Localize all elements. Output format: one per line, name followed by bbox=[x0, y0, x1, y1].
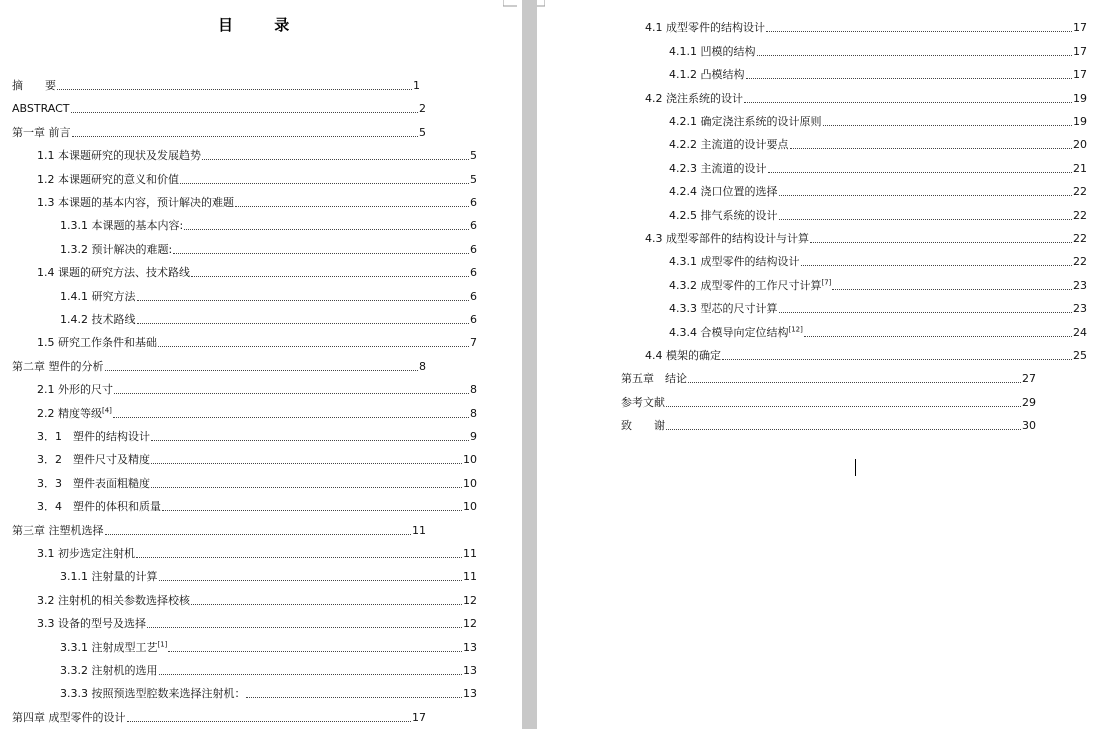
toc-entry[interactable] bbox=[12, 100, 426, 116]
toc-entry[interactable] bbox=[645, 90, 1087, 106]
toc-entry-title bbox=[37, 407, 112, 421]
toc-entry-title bbox=[645, 92, 743, 106]
toc-entry-text: 2.2 精度等级 bbox=[37, 407, 102, 420]
dot-leader bbox=[105, 534, 412, 535]
toc-entry-title bbox=[669, 302, 778, 316]
dot-leader bbox=[202, 159, 469, 160]
dot-leader bbox=[72, 136, 419, 137]
toc-entry[interactable] bbox=[37, 194, 477, 210]
toc-entry-title bbox=[37, 383, 113, 397]
toc-entry-title bbox=[60, 687, 245, 701]
dot-leader bbox=[136, 557, 462, 558]
dot-leader bbox=[766, 31, 1072, 32]
dot-leader bbox=[823, 125, 1073, 126]
toc-entry-text: 4.2.1 确定浇注系统的设计原则 bbox=[669, 115, 822, 128]
toc-entry-text: 1.1 本课题研究的现状及发展趋势 bbox=[37, 149, 201, 162]
page-gutter bbox=[522, 0, 537, 729]
dot-leader bbox=[779, 195, 1073, 196]
toc-entry-text: 4.3.1 成型零件的结构设计 bbox=[669, 255, 800, 268]
toc-entry-title bbox=[645, 21, 765, 35]
toc-entry-title bbox=[12, 711, 126, 725]
toc-page-number: 11 bbox=[463, 547, 477, 560]
toc-entry-title bbox=[12, 79, 56, 93]
text-cursor bbox=[855, 459, 856, 476]
toc-page-number: 19 bbox=[1073, 115, 1087, 128]
toc-entry-text: 第三章 注塑机选择 bbox=[12, 524, 104, 537]
toc-entry[interactable] bbox=[669, 160, 1087, 176]
toc-page-number: 6 bbox=[470, 313, 477, 326]
toc-entry-title bbox=[621, 419, 665, 433]
toc-entry[interactable] bbox=[12, 709, 426, 725]
dot-leader bbox=[180, 183, 469, 184]
toc-entry-text: 4.1.2 凸模结构 bbox=[669, 68, 745, 81]
toc-page-number: 1 bbox=[413, 79, 420, 92]
toc-page-number: 29 bbox=[1022, 396, 1036, 409]
toc-entry[interactable] bbox=[12, 358, 426, 374]
toc-entry[interactable] bbox=[37, 405, 477, 421]
toc-entry-text: 4.2 浇注系统的设计 bbox=[645, 92, 743, 105]
toc-page-number: 23 bbox=[1073, 279, 1087, 292]
toc-entry[interactable] bbox=[669, 183, 1087, 199]
toc-entry-title bbox=[12, 360, 104, 374]
dot-leader bbox=[57, 89, 412, 90]
toc-entry-text: 3．4 塑件的体积和质量 bbox=[37, 500, 161, 513]
dot-leader bbox=[688, 382, 1021, 383]
toc-page-number: 6 bbox=[470, 243, 477, 256]
dot-leader bbox=[790, 148, 1073, 149]
toc-entry-title bbox=[37, 547, 135, 561]
toc-entry-text: 参考文献 bbox=[621, 396, 665, 409]
toc-entry-text: 3.1.1 注射量的计算 bbox=[60, 570, 158, 583]
toc-entry-title bbox=[60, 641, 167, 655]
dot-leader bbox=[779, 219, 1073, 220]
toc-entry-text: 4.2.5 排气系统的设计 bbox=[669, 209, 778, 222]
toc-entry-title bbox=[37, 453, 150, 467]
toc-entry-text: 4.1.1 凹模的结构 bbox=[669, 45, 756, 58]
toc-entry-text: 4.2.3 主流道的设计 bbox=[669, 162, 767, 175]
dot-leader bbox=[804, 336, 1072, 337]
toc-entry-title bbox=[60, 570, 158, 584]
toc-entry[interactable] bbox=[12, 522, 426, 538]
toc-entry[interactable] bbox=[60, 217, 477, 233]
toc-entry[interactable] bbox=[37, 264, 477, 280]
toc-page-number: 8 bbox=[470, 407, 477, 420]
crop-mark-top-right bbox=[503, 0, 517, 8]
toc-entry[interactable] bbox=[645, 19, 1087, 35]
dot-leader bbox=[666, 406, 1021, 407]
toc-entry-text: 3.3.2 注射机的选用 bbox=[60, 664, 158, 677]
dot-leader bbox=[137, 323, 470, 324]
toc-entry-title bbox=[669, 45, 756, 59]
toc-entry[interactable] bbox=[37, 545, 477, 561]
toc-page-number: 17 bbox=[1073, 68, 1087, 81]
toc-entry[interactable] bbox=[37, 171, 477, 187]
toc-page-number: 13 bbox=[463, 687, 477, 700]
toc-entry-title bbox=[60, 664, 158, 678]
dot-leader bbox=[744, 102, 1072, 103]
dot-leader bbox=[666, 429, 1021, 430]
citation-superscript: [7] bbox=[821, 278, 832, 287]
toc-entry-text: ABSTRACT bbox=[12, 102, 70, 115]
toc-entry[interactable] bbox=[60, 568, 477, 584]
toc-entry-title bbox=[60, 243, 172, 257]
dot-leader bbox=[151, 463, 462, 464]
toc-entry[interactable] bbox=[669, 324, 1087, 340]
toc-entry-text: 1.3.2 预计解决的难题: bbox=[60, 243, 173, 256]
dot-leader bbox=[105, 370, 419, 371]
dot-leader bbox=[235, 206, 469, 207]
toc-entry-title bbox=[37, 430, 150, 444]
toc-entry-title bbox=[645, 232, 809, 246]
toc-entry-title bbox=[37, 266, 190, 280]
toc-page-number: 10 bbox=[463, 500, 477, 513]
toc-entry-text: 3．3 塑件表面粗糙度 bbox=[37, 477, 150, 490]
toc-page-number: 21 bbox=[1073, 162, 1087, 175]
toc-page-number: 12 bbox=[463, 617, 477, 630]
toc-entry-title bbox=[37, 173, 179, 187]
toc-page-number: 13 bbox=[463, 641, 477, 654]
citation-superscript: [12] bbox=[788, 325, 803, 334]
toc-entry-title bbox=[12, 126, 71, 140]
toc-page-number: 22 bbox=[1073, 209, 1087, 222]
toc-entry-text: 1.4.1 研究方法 bbox=[60, 290, 136, 303]
dot-leader bbox=[191, 604, 462, 605]
toc-entry-text: 3.1 初步选定注射机 bbox=[37, 547, 135, 560]
toc-entry[interactable] bbox=[60, 662, 477, 678]
toc-entry-text: 1.4 课题的研究方法、技术路线 bbox=[37, 266, 190, 279]
toc-entry[interactable] bbox=[37, 592, 477, 608]
toc-entry-text: 第五章 结论 bbox=[621, 372, 687, 385]
toc-entry[interactable] bbox=[37, 428, 477, 444]
toc-entry-text: 1.4.2 技术路线 bbox=[60, 313, 136, 326]
toc-page-number: 6 bbox=[470, 266, 477, 279]
toc-entry-title bbox=[37, 149, 201, 163]
toc-entry-title bbox=[37, 617, 146, 631]
toc-entry-text: 4.2.4 浇口位置的选择 bbox=[669, 185, 778, 198]
toc-entry[interactable] bbox=[60, 311, 477, 327]
toc-entry-title bbox=[12, 102, 70, 116]
toc-page-number: 22 bbox=[1073, 185, 1087, 198]
dot-leader bbox=[71, 112, 418, 113]
dot-leader bbox=[810, 242, 1072, 243]
toc-entry[interactable] bbox=[37, 451, 477, 467]
dot-leader bbox=[151, 440, 469, 441]
toc-entry-title bbox=[621, 396, 665, 410]
toc-page-number: 5 bbox=[470, 173, 477, 186]
toc-page-number: 13 bbox=[463, 664, 477, 677]
toc-entry-title bbox=[37, 196, 234, 210]
toc-entry[interactable] bbox=[669, 113, 1087, 129]
toc-entry[interactable] bbox=[60, 288, 477, 304]
crop-mark-top-left bbox=[537, 0, 545, 8]
toc-page-number: 10 bbox=[463, 477, 477, 490]
toc-entry-title bbox=[60, 313, 136, 327]
toc-page-number: 27 bbox=[1022, 372, 1036, 385]
toc-page-number: 20 bbox=[1073, 138, 1087, 151]
toc-page-number: 8 bbox=[419, 360, 426, 373]
toc-page-number: 22 bbox=[1073, 255, 1087, 268]
toc-entry-text: 4.3.3 型芯的尺寸计算 bbox=[669, 302, 778, 315]
dot-leader bbox=[246, 697, 462, 698]
toc-entry[interactable] bbox=[37, 147, 477, 163]
dot-leader bbox=[832, 289, 1072, 290]
dot-leader bbox=[114, 393, 469, 394]
toc-entry-title bbox=[669, 326, 803, 340]
toc-entry[interactable] bbox=[645, 230, 1087, 246]
document-page-left[interactable] bbox=[0, 0, 522, 729]
toc-entry-text: 2.1 外形的尺寸 bbox=[37, 383, 113, 396]
toc-entry[interactable] bbox=[669, 136, 1087, 152]
dot-leader bbox=[127, 721, 412, 722]
toc-entry-title bbox=[669, 255, 800, 269]
toc-entry-title bbox=[37, 594, 190, 608]
toc-entry[interactable] bbox=[12, 124, 426, 140]
toc-page-number: 5 bbox=[470, 149, 477, 162]
toc-page-number: 6 bbox=[470, 196, 477, 209]
dot-leader bbox=[159, 580, 463, 581]
toc-entry[interactable] bbox=[669, 43, 1087, 59]
toc-page-number: 6 bbox=[470, 219, 477, 232]
toc-entry[interactable] bbox=[60, 241, 477, 257]
toc-entry[interactable] bbox=[37, 498, 477, 514]
toc-entry-text: 4.2.2 主流道的设计要点 bbox=[669, 138, 789, 151]
toc-entry-title bbox=[37, 477, 150, 491]
toc-entry-text: 1.3 本课题的基本内容，预计解决的难题 bbox=[37, 196, 234, 209]
toc-page-number: 12 bbox=[463, 594, 477, 607]
toc-page-number: 17 bbox=[1073, 45, 1087, 58]
toc-page-number: 17 bbox=[1073, 21, 1087, 34]
toc-entry-text: 4.3.2 成型零件的工作尺寸计算 bbox=[669, 279, 822, 292]
toc-page-number: 24 bbox=[1073, 326, 1087, 339]
toc-entry-title bbox=[37, 500, 161, 514]
dot-leader bbox=[158, 346, 469, 347]
toc-entry[interactable] bbox=[621, 370, 1036, 386]
toc-entry-title bbox=[621, 372, 687, 386]
toc-entry[interactable] bbox=[669, 253, 1087, 269]
toc-entry-text: 1.5 研究工作条件和基础 bbox=[37, 336, 157, 349]
toc-page-number: 8 bbox=[470, 383, 477, 396]
toc-entry-text: 3．2 塑件尺寸及精度 bbox=[37, 453, 150, 466]
toc-entry-text: 第二章 塑件的分析 bbox=[12, 360, 104, 373]
toc-title: 目 录 bbox=[218, 16, 308, 34]
toc-page-number: 25 bbox=[1073, 349, 1087, 362]
toc-entry-text: 4.3 成型零部件的结构设计与计算 bbox=[645, 232, 809, 245]
toc-entry-text: 1.2 本课题研究的意义和价值 bbox=[37, 173, 179, 186]
toc-entry[interactable] bbox=[60, 685, 477, 701]
toc-entry[interactable] bbox=[12, 77, 420, 93]
toc-entry-title bbox=[60, 290, 136, 304]
dot-leader bbox=[168, 651, 462, 652]
toc-page-number: 5 bbox=[419, 126, 426, 139]
toc-entry-text: 第四章 成型零件的设计 bbox=[12, 711, 126, 724]
toc-entry-text: 1.3.1 本课题的基本内容: bbox=[60, 219, 184, 232]
citation-superscript: [4] bbox=[102, 406, 112, 415]
toc-entry[interactable] bbox=[621, 417, 1036, 433]
dot-leader bbox=[113, 417, 469, 418]
dot-leader bbox=[779, 312, 1073, 313]
toc-entry-title bbox=[669, 185, 778, 199]
toc-page-number: 9 bbox=[470, 430, 477, 443]
toc-entry[interactable] bbox=[669, 66, 1087, 82]
toc-entry-title bbox=[669, 162, 767, 176]
toc-page-number: 11 bbox=[412, 524, 426, 537]
toc-entry[interactable] bbox=[645, 347, 1087, 363]
toc-entry-text: 4.1 成型零件的结构设计 bbox=[645, 21, 765, 34]
toc-entry-text: 摘 要 bbox=[12, 79, 56, 92]
toc-page-number: 11 bbox=[463, 570, 477, 583]
toc-entry-text: 4.4 模架的确定 bbox=[645, 349, 721, 362]
toc-entry-text: 3．1 塑件的结构设计 bbox=[37, 430, 150, 443]
toc-entry-title bbox=[669, 279, 831, 293]
toc-page-number: 6 bbox=[470, 290, 477, 303]
toc-entry-title bbox=[669, 138, 789, 152]
dot-leader bbox=[722, 359, 1072, 360]
toc-entry[interactable] bbox=[37, 334, 477, 350]
toc-entry[interactable] bbox=[37, 615, 477, 631]
dot-leader bbox=[184, 229, 469, 230]
toc-page-number: 10 bbox=[463, 453, 477, 466]
dot-leader bbox=[151, 487, 462, 488]
toc-entry-text: 第一章 前言 bbox=[12, 126, 71, 139]
citation-superscript: [1] bbox=[157, 640, 168, 649]
toc-page-number: 17 bbox=[412, 711, 426, 724]
toc-entry-text: 3.3 设备的型号及选择 bbox=[37, 617, 146, 630]
toc-entry[interactable] bbox=[669, 300, 1087, 316]
dot-leader bbox=[746, 78, 1073, 79]
toc-entry-text: 3.3.1 注射成型工艺 bbox=[60, 641, 158, 654]
toc-entry[interactable] bbox=[669, 277, 1087, 293]
toc-entry-text: 3.3.3 按照预选型腔数来选择注射机： bbox=[60, 687, 246, 700]
toc-entry[interactable] bbox=[60, 639, 477, 655]
toc-entry[interactable] bbox=[621, 394, 1036, 410]
toc-entry[interactable] bbox=[37, 475, 477, 491]
toc-entry-title bbox=[669, 115, 822, 129]
toc-page-number: 7 bbox=[470, 336, 477, 349]
toc-entry-title bbox=[60, 219, 183, 233]
toc-entry[interactable] bbox=[37, 381, 477, 397]
toc-entry-text: 4.3.4 合模导向定位结构 bbox=[669, 326, 789, 339]
dot-leader bbox=[191, 276, 469, 277]
toc-entry-title bbox=[645, 349, 721, 363]
toc-entry-text: 致 谢 bbox=[621, 419, 665, 432]
toc-page-number: 22 bbox=[1073, 232, 1087, 245]
dot-leader bbox=[801, 265, 1073, 266]
dot-leader bbox=[137, 300, 470, 301]
toc-entry-title bbox=[669, 209, 778, 223]
toc-page-number: 30 bbox=[1022, 419, 1036, 432]
toc-entry-text: 3.2 注射机的相关参数选择校核 bbox=[37, 594, 190, 607]
dot-leader bbox=[162, 510, 462, 511]
toc-page-number: 19 bbox=[1073, 92, 1087, 105]
toc-page-number: 2 bbox=[419, 102, 426, 115]
dot-leader bbox=[159, 674, 463, 675]
dot-leader bbox=[757, 55, 1073, 56]
dot-leader bbox=[147, 627, 462, 628]
toc-entry-title bbox=[37, 336, 157, 350]
dot-leader bbox=[173, 253, 469, 254]
document-page-right[interactable] bbox=[537, 0, 1101, 729]
toc-page-number: 23 bbox=[1073, 302, 1087, 315]
toc-entry-title bbox=[12, 524, 104, 538]
dot-leader bbox=[768, 172, 1073, 173]
toc-entry-title bbox=[669, 68, 745, 82]
toc-entry[interactable] bbox=[669, 207, 1087, 223]
